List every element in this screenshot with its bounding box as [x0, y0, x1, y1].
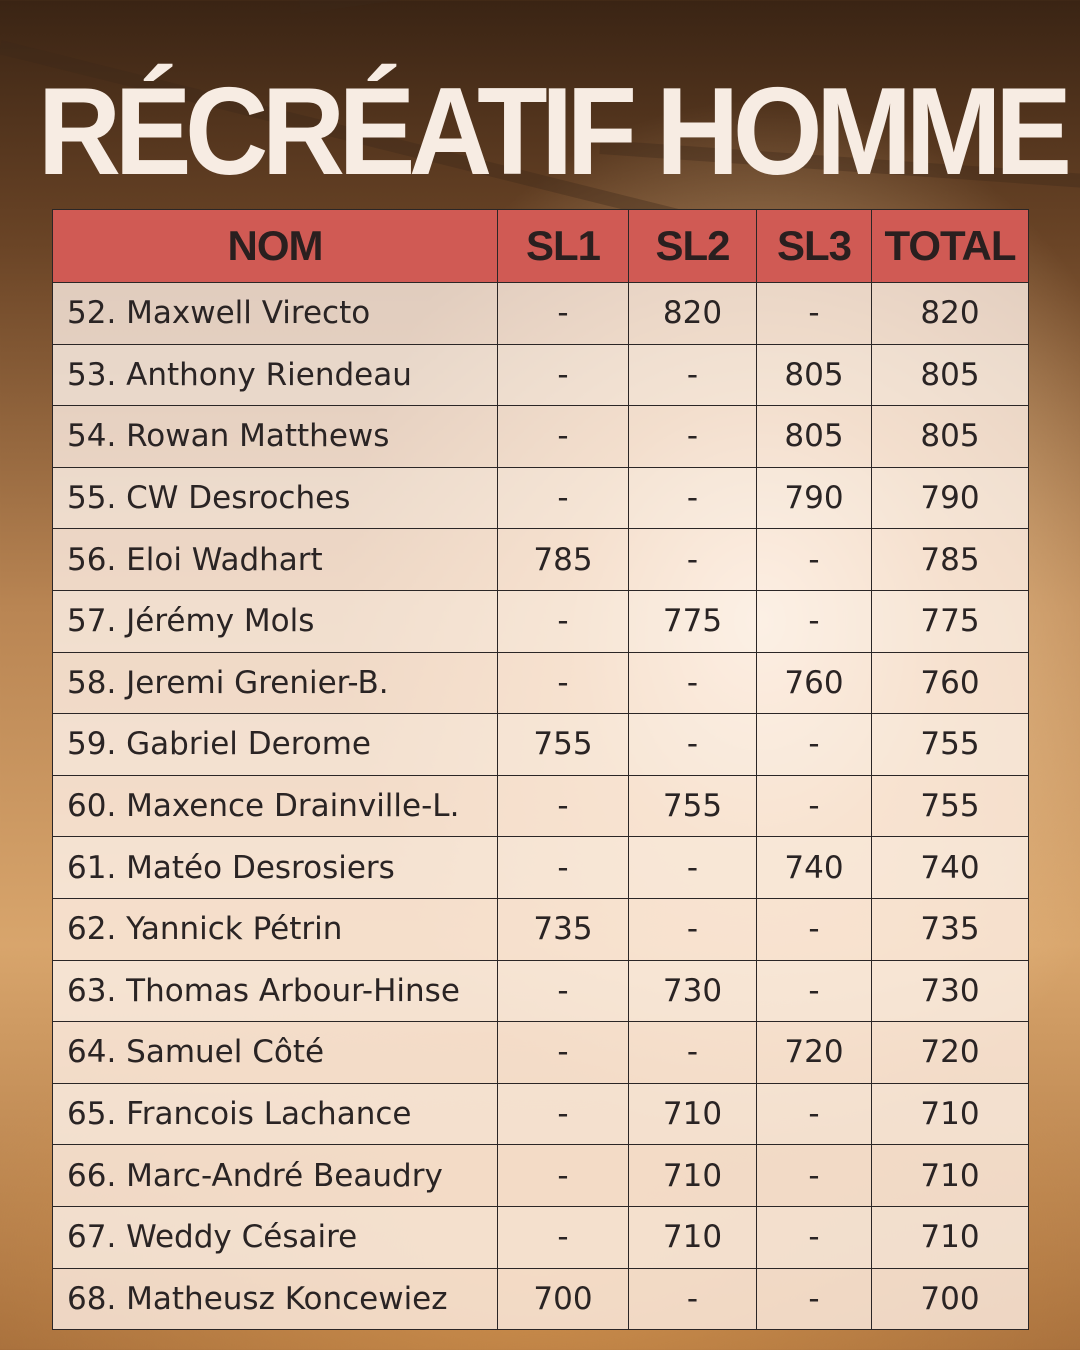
table-row [53, 467, 1029, 529]
table-row [53, 590, 1029, 652]
cell-sl3: - [757, 1268, 872, 1330]
table-row [53, 344, 1029, 406]
cell-sl2: - [629, 344, 757, 406]
cell-sl1: - [498, 1145, 629, 1207]
table-row [53, 1145, 1029, 1207]
cell-name: 58. Jeremi Grenier-B. [53, 652, 498, 714]
background-beam [299, 0, 1080, 14]
cell-total: 820 [872, 283, 1029, 345]
cell-sl1: 785 [498, 529, 629, 591]
cell-sl3: - [757, 1206, 872, 1268]
cell-sl2: 820 [629, 283, 757, 345]
cell-sl2: - [629, 1268, 757, 1330]
table-row [53, 837, 1029, 899]
standings-table [52, 209, 1029, 1330]
cell-name: 52. Maxwell Virecto [53, 283, 498, 345]
cell-sl3: 805 [757, 344, 872, 406]
cell-sl2: - [629, 898, 757, 960]
column-header-total: TOTAL [872, 210, 1029, 283]
cell-sl1: - [498, 960, 629, 1022]
cell-name: 62. Yannick Pétrin [53, 898, 498, 960]
cell-name: 55. CW Desroches [53, 467, 498, 529]
table-row [53, 529, 1029, 591]
table-header-row [53, 210, 1029, 283]
cell-total: 790 [872, 467, 1029, 529]
cell-sl1: 755 [498, 714, 629, 776]
cell-total: 755 [872, 714, 1029, 776]
cell-sl2: 710 [629, 1145, 757, 1207]
table-row [53, 1268, 1029, 1330]
cell-total: 805 [872, 406, 1029, 468]
table-row [53, 1083, 1029, 1145]
cell-total: 775 [872, 590, 1029, 652]
cell-sl3: - [757, 529, 872, 591]
cell-total: 755 [872, 775, 1029, 837]
cell-sl3: 740 [757, 837, 872, 899]
cell-name: 64. Samuel Côté [53, 1022, 498, 1084]
cell-total: 730 [872, 960, 1029, 1022]
cell-name: 66. Marc-André Beaudry [53, 1145, 498, 1207]
cell-sl2: - [629, 652, 757, 714]
cell-sl3: - [757, 1083, 872, 1145]
cell-sl2: 730 [629, 960, 757, 1022]
cell-sl3: - [757, 1145, 872, 1207]
cell-name: 53. Anthony Riendeau [53, 344, 498, 406]
cell-sl3: - [757, 775, 872, 837]
cell-sl2: - [629, 467, 757, 529]
cell-total: 740 [872, 837, 1029, 899]
cell-sl1: - [498, 775, 629, 837]
cell-sl1: - [498, 590, 629, 652]
cell-total: 785 [872, 529, 1029, 591]
cell-total: 710 [872, 1083, 1029, 1145]
cell-sl1: - [498, 344, 629, 406]
table-row [53, 960, 1029, 1022]
cell-name: 65. Francois Lachance [53, 1083, 498, 1145]
cell-total: 710 [872, 1206, 1029, 1268]
cell-sl1: - [498, 283, 629, 345]
cell-sl2: - [629, 714, 757, 776]
cell-name: 68. Matheusz Koncewiez [53, 1268, 498, 1330]
table-row [53, 652, 1029, 714]
cell-sl3: - [757, 898, 872, 960]
cell-sl1: 700 [498, 1268, 629, 1330]
table-row [53, 283, 1029, 345]
column-header-sl2: SL2 [629, 210, 757, 283]
cell-total: 720 [872, 1022, 1029, 1084]
cell-sl3: 805 [757, 406, 872, 468]
cell-sl1: - [498, 1206, 629, 1268]
table-row [53, 1206, 1029, 1268]
cell-sl2: 710 [629, 1206, 757, 1268]
cell-sl1: 735 [498, 898, 629, 960]
cell-sl3: - [757, 590, 872, 652]
cell-sl2: - [629, 1022, 757, 1084]
cell-sl3: - [757, 714, 872, 776]
cell-sl2: - [629, 837, 757, 899]
cell-sl2: 710 [629, 1083, 757, 1145]
cell-sl2: 775 [629, 590, 757, 652]
table-row [53, 898, 1029, 960]
cell-name: 57. Jérémy Mols [53, 590, 498, 652]
cell-sl3: - [757, 283, 872, 345]
cell-sl1: - [498, 1022, 629, 1084]
cell-sl2: 755 [629, 775, 757, 837]
cell-total: 805 [872, 344, 1029, 406]
table-row [53, 714, 1029, 776]
cell-name: 59. Gabriel Derome [53, 714, 498, 776]
cell-total: 735 [872, 898, 1029, 960]
column-header-sl1: SL1 [498, 210, 629, 283]
table-row [53, 406, 1029, 468]
cell-total: 710 [872, 1145, 1029, 1207]
cell-sl1: - [498, 652, 629, 714]
column-header-sl3: SL3 [757, 210, 872, 283]
cell-name: 54. Rowan Matthews [53, 406, 498, 468]
cell-sl3: 720 [757, 1022, 872, 1084]
cell-sl1: - [498, 1083, 629, 1145]
cell-total: 700 [872, 1268, 1029, 1330]
page-title: RÉCRÉATIF HOMME [37, 63, 1066, 201]
cell-sl1: - [498, 837, 629, 899]
cell-total: 760 [872, 652, 1029, 714]
cell-sl3: 790 [757, 467, 872, 529]
column-header-nom: NOM [53, 210, 498, 283]
cell-name: 67. Weddy Césaire [53, 1206, 498, 1268]
cell-sl1: - [498, 406, 629, 468]
cell-sl1: - [498, 467, 629, 529]
cell-sl2: - [629, 529, 757, 591]
cell-name: 63. Thomas Arbour-Hinse [53, 960, 498, 1022]
cell-name: 60. Maxence Drainville-L. [53, 775, 498, 837]
cell-sl3: - [757, 960, 872, 1022]
cell-sl2: - [629, 406, 757, 468]
cell-name: 61. Matéo Desrosiers [53, 837, 498, 899]
table-row [53, 1022, 1029, 1084]
cell-name: 56. Eloi Wadhart [53, 529, 498, 591]
table-row [53, 775, 1029, 837]
cell-sl3: 760 [757, 652, 872, 714]
